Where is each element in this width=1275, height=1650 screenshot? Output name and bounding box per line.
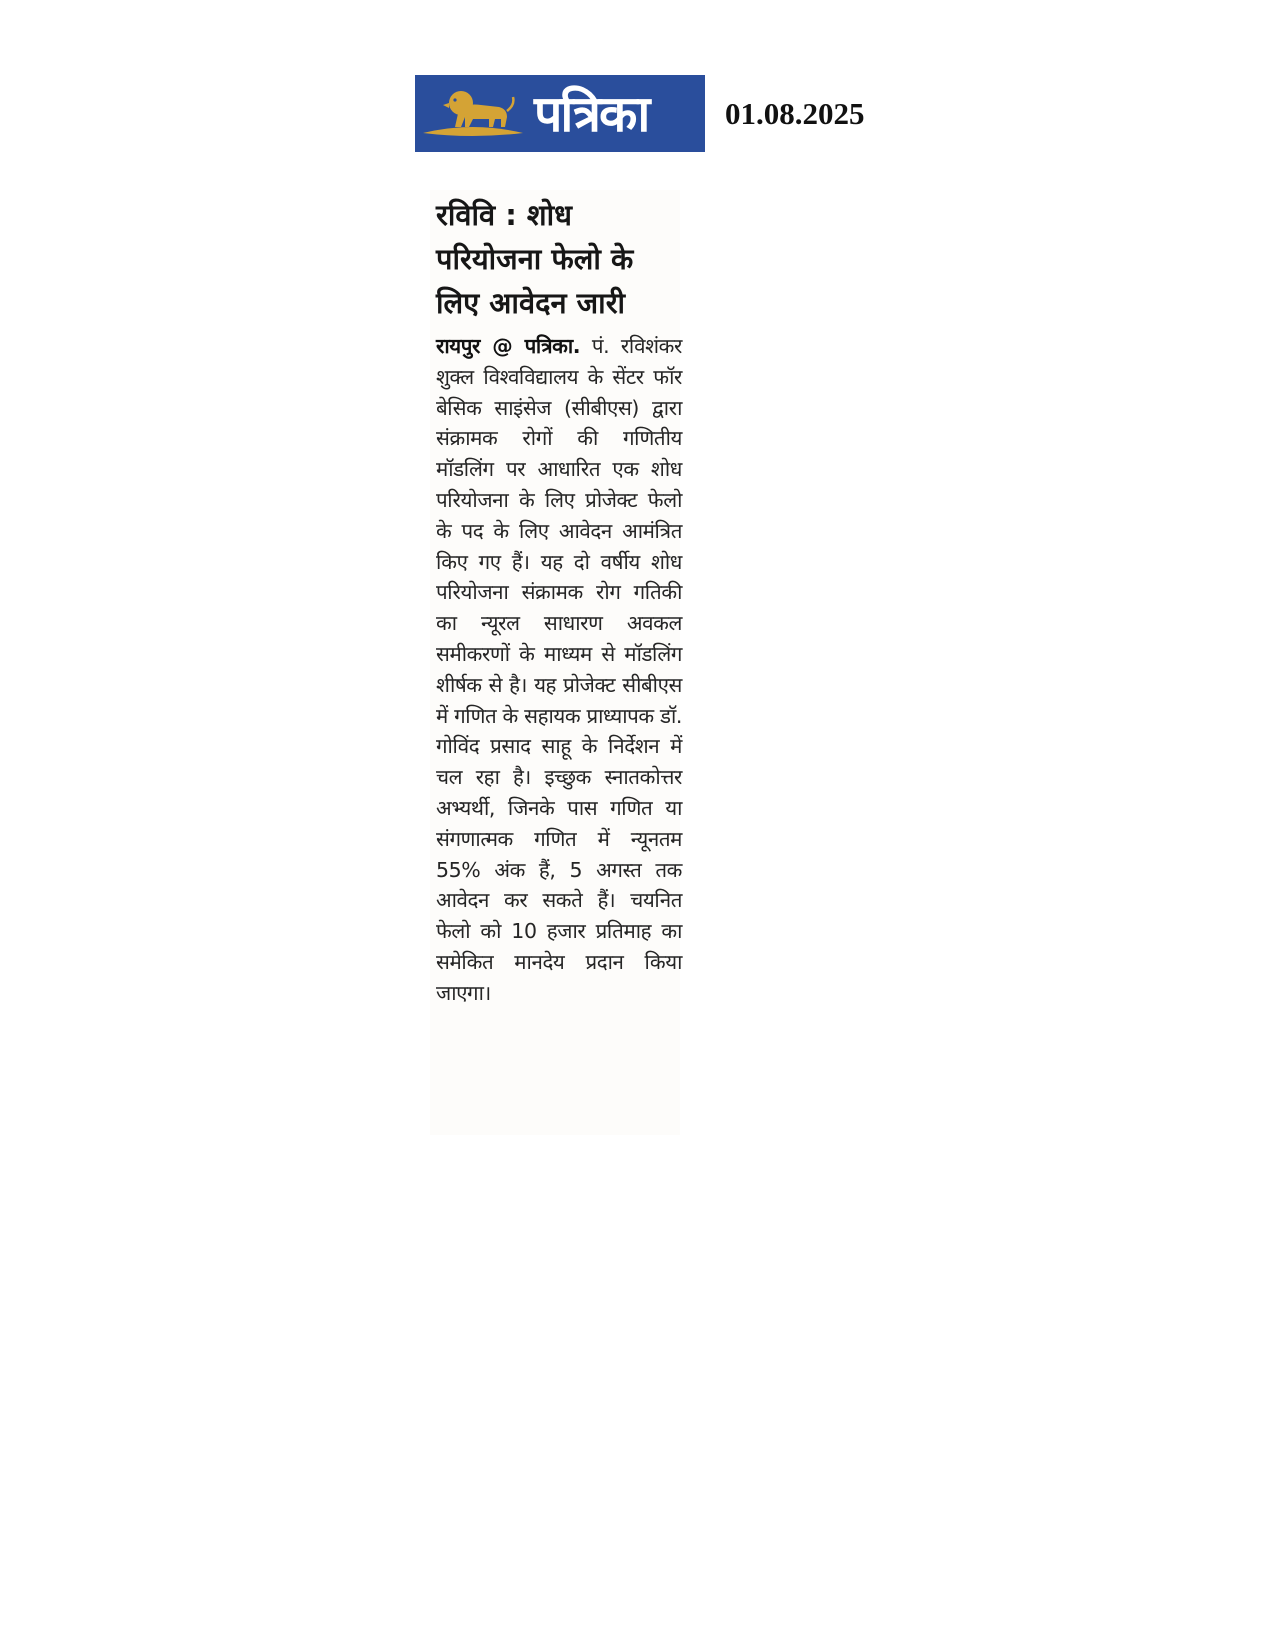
publication-date: 01.08.2025 xyxy=(725,96,865,131)
newspaper-masthead xyxy=(415,75,705,152)
lion-emblem-icon xyxy=(415,75,530,152)
article-headline: रविवि : शोध परियोजना फेलो के लिए आवेदन जारी xyxy=(436,198,634,320)
newspaper-name: पत्रिका xyxy=(534,83,649,143)
article-body xyxy=(436,331,682,1009)
article-text: पं. रविशंकर शुक्ल विश्वविद्यालय के सेंटर फॉर बेसिक साइंसेज (सीबीएस) द्वारा संक्रामक रोगों की गणितीय मॉडलिंग पर आधारित एक शोध परियोजना के लिए प्रोजेक्ट फेलो के पद के लिए आवेदन आमंत्रित किए गए हैं। यह दो वर्षीय शोध परियोजना संक्रामक रोग गतिकी का न्यूरल साधारण अवकल समीकरणों के माध्यम से मॉडलिंग शीर्षक से है। यह प्रोजेक्ट सीबीएस में गणित के सहायक प्राध्यापक डॉ. गोविंद प्रसाद साहू के निर्देशन में चल रहा है। इच्छुक स्नातकोत्तर अभ्यर्थी, जिनके पास गणित या संगणात्मक गणित में न्यूनतम 55% अंक हैं, 5 अगस्त तक आवेदन कर सकते हैं। चयनित फेलो को 10 हजार प्रतिमाह का समेकित मानदेय प्रदान किया जाएगा। xyxy=(436,334,682,1005)
article-dateline: रायपुर @ पत्रिका. xyxy=(436,334,581,358)
